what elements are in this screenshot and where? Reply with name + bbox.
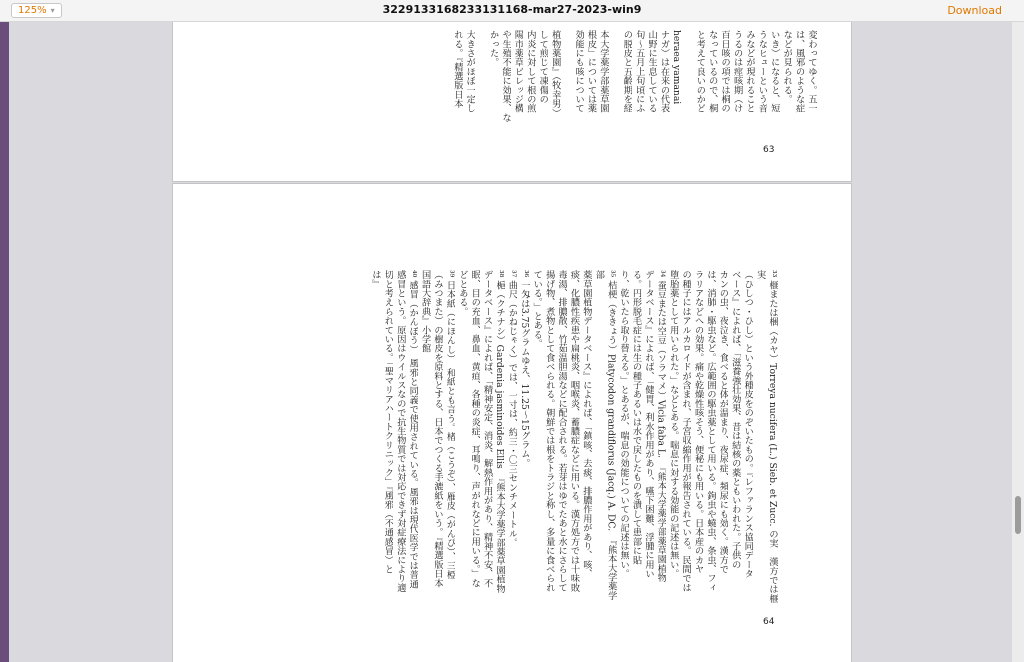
text-column: り、乾いたら取り替える。」とあるが、喘息の効能についての記述は無い。 (618, 270, 630, 579)
pdf-page-64 (173, 184, 851, 662)
text-column: の種子にはアルカロイドが含まれ、子宮収縮作用が報告されている。民間では (680, 270, 692, 592)
text-column: 百日咳の項では桐の (719, 30, 731, 113)
document-title: 3229133168233131168-mar27-2023-win9 (382, 3, 642, 16)
text-column: ³⁸ 梔（クチナシ）Gardenia jasminoides Ellis 『熊本大学薬学部薬草園植物 (494, 270, 506, 593)
text-column: などが見られる。 (781, 30, 793, 104)
desktop-edge (0, 22, 9, 662)
text-column: ³⁶ 一匁は3.75グラムゆえ、11.25～15グラム。 (518, 270, 530, 468)
text-column: して煎じて凍傷の (537, 30, 549, 104)
text-column: 感冒という。原因はウイルスなので抗生物質では対応できず対症療法により適 (394, 270, 406, 592)
text-column: うなヒューという音 (756, 30, 768, 113)
text-column: 薬草園植物データベース』によれば、「鎮咳、去痰、排膿作用があり、咳、 (580, 270, 592, 579)
text-column: （ひしつ・ひし）という外種皮をのぞいたもの。『レファランス協同データ (742, 270, 754, 579)
pdf-viewer[interactable] (9, 22, 1012, 662)
scrollbar[interactable] (1012, 22, 1024, 662)
text-column: ベース』によれば、「滋養強壮効果、昔は結核の薬ともいわれた。子供の (729, 270, 741, 569)
text-column: ている。」とある。 (531, 270, 543, 349)
text-column: 国語大辞典』小学館 (419, 270, 431, 353)
text-column: は、消肺・駆虫など。広範囲の駆虫薬として用いる。鉤虫や蟯虫、条虫、フィ (704, 270, 716, 592)
text-column: heraea yamanai (670, 30, 682, 105)
text-column: 効能にも咳について (573, 30, 585, 113)
text-column: ³⁵ 桔梗（ききょう）Platycodon grandiflorus (Jacq.) A. DC. 『熊本大学薬学部 (593, 270, 617, 601)
text-column: 陽市薬草ビレッジ構 (512, 30, 524, 113)
column-gap (682, 30, 693, 210)
text-column: は、風邪のような症 (793, 30, 805, 113)
text-column: 痰、化膿性疾患や扁桃炎、咽喉炎、蓄膿症などに用いる。漢方処方では十味敗 (568, 270, 580, 592)
text-column: れる。『精選版日本 (451, 30, 463, 109)
text-column: 内炎に対して根の煎 (524, 30, 536, 113)
text-column: や生殖不能に効果、な (500, 30, 512, 122)
text-column: と考えて良いのかど (694, 30, 706, 113)
page-63-text (450, 30, 817, 210)
text-column: ラリアなどへの効果。痛や乾燥性咳そう、便秘にも用いる。日本産のカヤ (692, 270, 704, 574)
text-column: 堕胎薬として用いられた。」などとある。喘息に対する効能の記述は無い。 (667, 270, 679, 579)
text-column: 大きさがほぼ一定し (464, 30, 476, 113)
text-column: 毒湯、排膿散、竹茹温胆湯などに配合される。若芽はゆでたあと水にさらして (556, 270, 568, 592)
text-column: 切と考えられている。「聖マリアハートクリニック」『風邪（不通感冒）と (382, 270, 394, 574)
chevron-down-icon: ▾ (50, 6, 55, 15)
text-column: うるのは痙咳期（け (731, 30, 743, 113)
zoom-value: 125% (18, 5, 47, 16)
text-column: かった。 (487, 30, 499, 67)
text-column: ³⁴ 蚕豆または空豆（ソラマメ）Vicia faba L. 『熊本大学薬学部薬草園植物 (655, 270, 667, 583)
page-64-text (369, 270, 778, 608)
text-column: どとある。 (456, 270, 468, 316)
text-column: （みつまた）の樹皮を原料とする、日本でつくる手漉紙をいう。『精選版日本 (432, 270, 444, 588)
text-column: 山野に生息している (646, 30, 658, 113)
pdf-page-63 (173, 22, 851, 181)
text-column: 植物薬園』（牧幸男） (549, 30, 561, 118)
text-column: 揚げ物、煮物として食べられる。朝鮮では根をトラジと称し、多量に食べられ (543, 270, 555, 592)
text-column: ³³ 榧または梱（カヤ）Torreya nucifera (L.) Sieb. et Zucc. の実 漢方では榧実 (754, 270, 778, 603)
text-column: みなどが現れること (743, 30, 755, 113)
text-column: 眠、目の充血、鼻血、黄疸、各種の炎症、耳鳴り、声がれなどに用いる。」な (469, 270, 481, 588)
viewer-toolbar (0, 0, 1024, 22)
text-column: いき）になると、短 (768, 30, 780, 113)
scrollbar-thumb[interactable] (1015, 496, 1021, 534)
text-column: ⁴⁰ 感冒（かんぼう） 風邪と同義で使用されている。風邪は現代医学では普通 (407, 270, 419, 589)
text-column: 変わってゆく。五一 (806, 30, 817, 113)
text-column: ナガ）は在来の代表 (658, 30, 670, 113)
text-column: なっているので、桐 (706, 30, 718, 113)
text-column: データベース』によれば、「精神安定、消炎、解熱作用があり、精神不安、不 (481, 270, 493, 588)
text-column: る。円形脱毛症には生の種子あるいは水で戻したものを潰して患部に貼 (630, 270, 642, 565)
text-column: は』 (370, 270, 381, 289)
text-column: カンの虫、夜泣き、食べると体が温まり、夜尿症、頻尿にも効く。漢方で (717, 270, 729, 574)
column-gap (475, 30, 486, 210)
text-column: の脱皮と五齢期を経 (621, 30, 633, 113)
page-number: 63 (763, 145, 775, 155)
text-column: ³⁹ 日本紙（にほんし） 和紙とも言う。楮（こうぞ）、雁皮（がんぴ）、三椏 (444, 270, 456, 580)
text-column: 本大学薬学部薬草園 (597, 30, 609, 113)
text-column: 根皮」については薬 (585, 30, 597, 113)
column-gap (609, 30, 620, 210)
text-column: ³⁷ 曲尺（かねじゃく）では、一寸は、約三・〇三センチメートル。 (506, 270, 518, 548)
page-number: 64 (763, 617, 775, 627)
text-column: データベース』によれば、「健胃、利水作用があり、嚥下困難、浮腫に用い (642, 270, 654, 579)
text-column: 旬～五月上旬頃にふ (633, 30, 645, 113)
download-button[interactable]: Download (947, 4, 1002, 17)
column-gap (561, 30, 572, 210)
